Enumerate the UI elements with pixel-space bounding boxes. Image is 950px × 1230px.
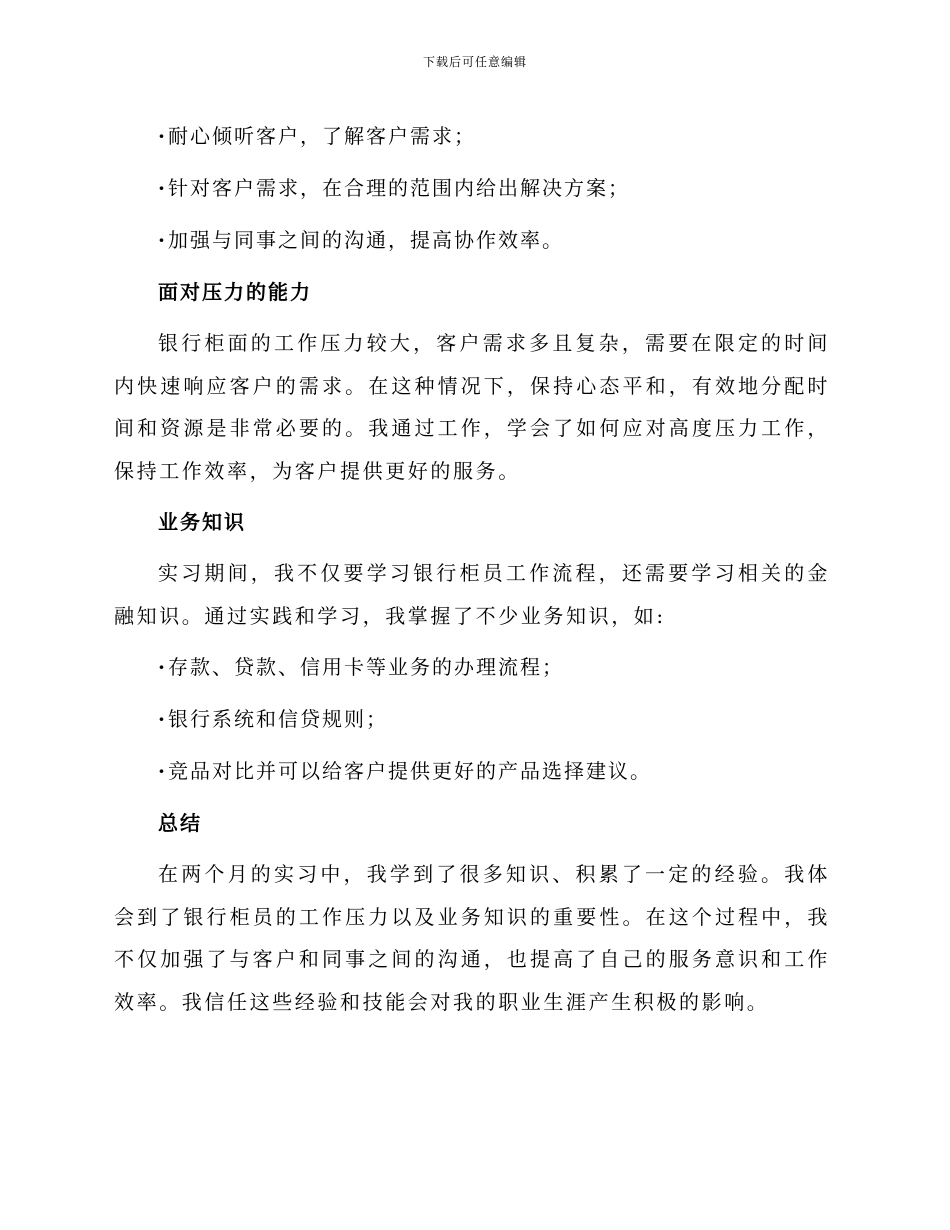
document-body [114, 110, 830, 1027]
bullet-item [114, 162, 830, 214]
section-heading-summary: 总结 [158, 811, 202, 835]
bullet-item [114, 745, 830, 797]
bullet-dot: · [158, 176, 167, 200]
paragraph-summary: 在两个月的实习中，我学到了很多知识、积累了一定的经验。我体会到了银行柜员的工作压力以及业务知识的重要性。在这个过程中，我不仅加强了与客户和同事之间的沟通，也提高了自己的服务意识和工作效率。我信任这些经验和技能会对我的职业生涯产生积极的影响。 [114, 862, 830, 1014]
bullet-item [114, 110, 830, 162]
bullet-item [114, 641, 830, 693]
bullet-item [114, 214, 830, 266]
bullet-text: 银行系统和信贷规则； [168, 707, 388, 731]
bullet-text: 竞品对比并可以给客户提供更好的产品选择建议。 [168, 759, 652, 783]
bullet-dot: · [158, 655, 167, 679]
bullet-text: 加强与同事之间的沟通，提高协作效率。 [168, 228, 564, 252]
bullet-dot: · [158, 124, 167, 148]
paragraph-pressure: 银行柜面的工作压力较大，客户需求多且复杂，需要在限定的时间内快速响应客户的需求。在这种情况下，保持心态平和，有效地分配时间和资源是非常必要的。我通过工作，学会了如何应对高度压力工作，保持工作效率，为客户提供更好的服务。 [114, 331, 830, 483]
section-heading-knowledge: 业务知识 [158, 510, 246, 534]
paragraph-knowledge: 实习期间，我不仅要学习银行柜员工作流程，还需要学习相关的金融知识。通过实践和学习，我掌握了不少业务知识，如: [114, 561, 830, 628]
bullet-text: 针对客户需求，在合理的范围内给出解决方案； [168, 176, 630, 200]
bullet-dot: · [158, 228, 167, 252]
bullet-text: 存款、贷款、信用卡等业务的办理流程； [168, 655, 564, 679]
section-heading-pressure: 面对压力的能力 [158, 280, 312, 304]
bullet-text: 耐心倾听客户，了解客户需求； [168, 124, 476, 148]
page-header: 下载后可任意编辑 [422, 55, 527, 69]
bullet-item [114, 693, 830, 745]
bullet-dot: · [158, 759, 167, 783]
bullet-dot: · [158, 707, 167, 731]
